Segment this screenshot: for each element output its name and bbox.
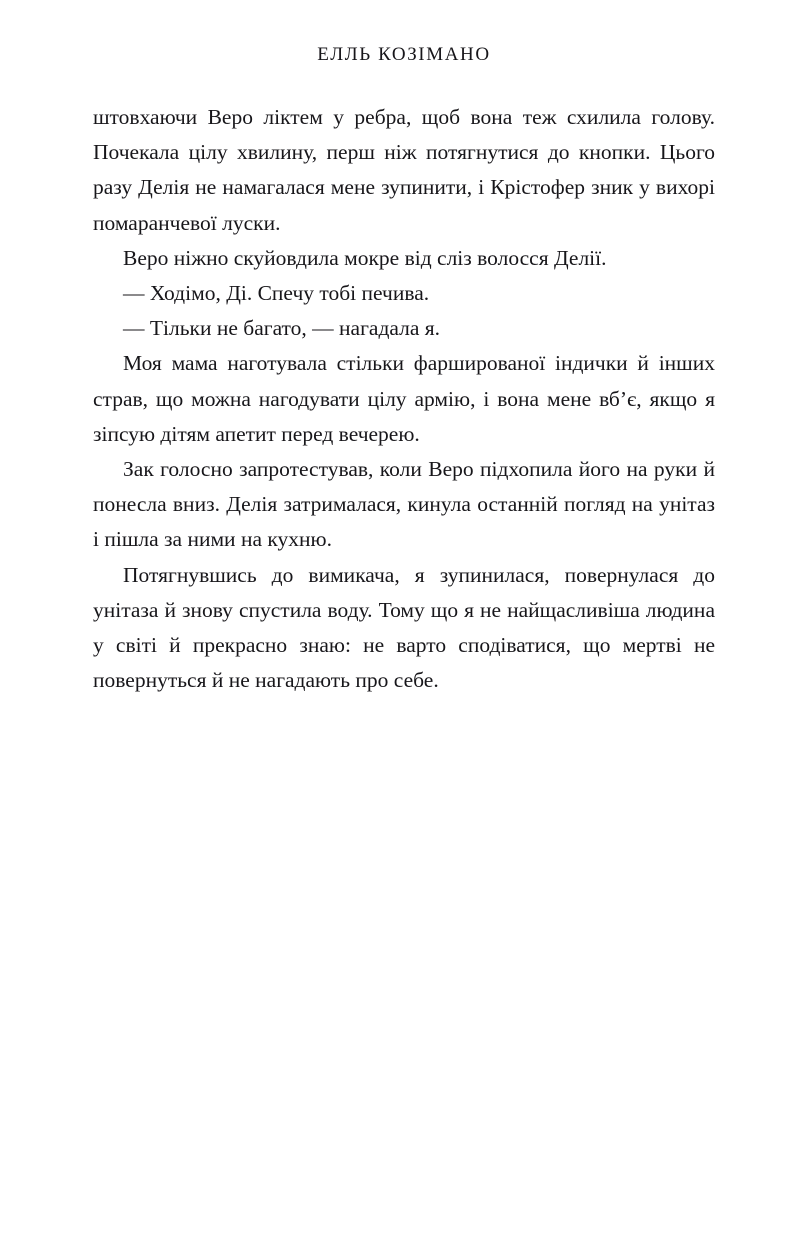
- paragraph: Зак голосно запротестував, коли Веро підхопила його на руки й понесла вниз. Делія затрималася, кинула останній погляд на унітаз і пішла за ними на кухню.: [93, 457, 715, 552]
- paragraph: Веро ніжно скуйовдила мокре від сліз волосся Делії.: [123, 245, 607, 270]
- paragraph: Моя мама наготувала стільки фаршированої індички й інших страв, що можна нагодувати цілу армію, і вона мене вб’є, якщо я зіпсую дітям апетит перед вечерею.: [93, 351, 715, 446]
- paragraph: Потягнувшись до вимикача, я зупинилася, повернулася до унітаза й знову спустила воду. Тому що я не найщасливіша людина у світі й прекрасно знаю: не варто сподіватися, що мертві не повернуться й не нагадають про себе.: [93, 562, 715, 693]
- paragraph: штовхаючи Веро ліктем у ребра, щоб вона теж схилила голову. Почекала цілу хвилину, перш ніж потягнутися до кнопки. Цього разу Делія не намагалася мене зупинити, і Крістофер зник у вихорі помаранчевої луски.: [93, 105, 715, 235]
- paragraph: — Тільки не багато, — нагадала я.: [123, 316, 441, 341]
- running-head-author: ЕЛЛЬ КОЗІМАНО: [317, 44, 491, 65]
- paragraph: — Ходімо, Ді. Спечу тобі печива.: [123, 281, 430, 306]
- page-body: [93, 100, 715, 698]
